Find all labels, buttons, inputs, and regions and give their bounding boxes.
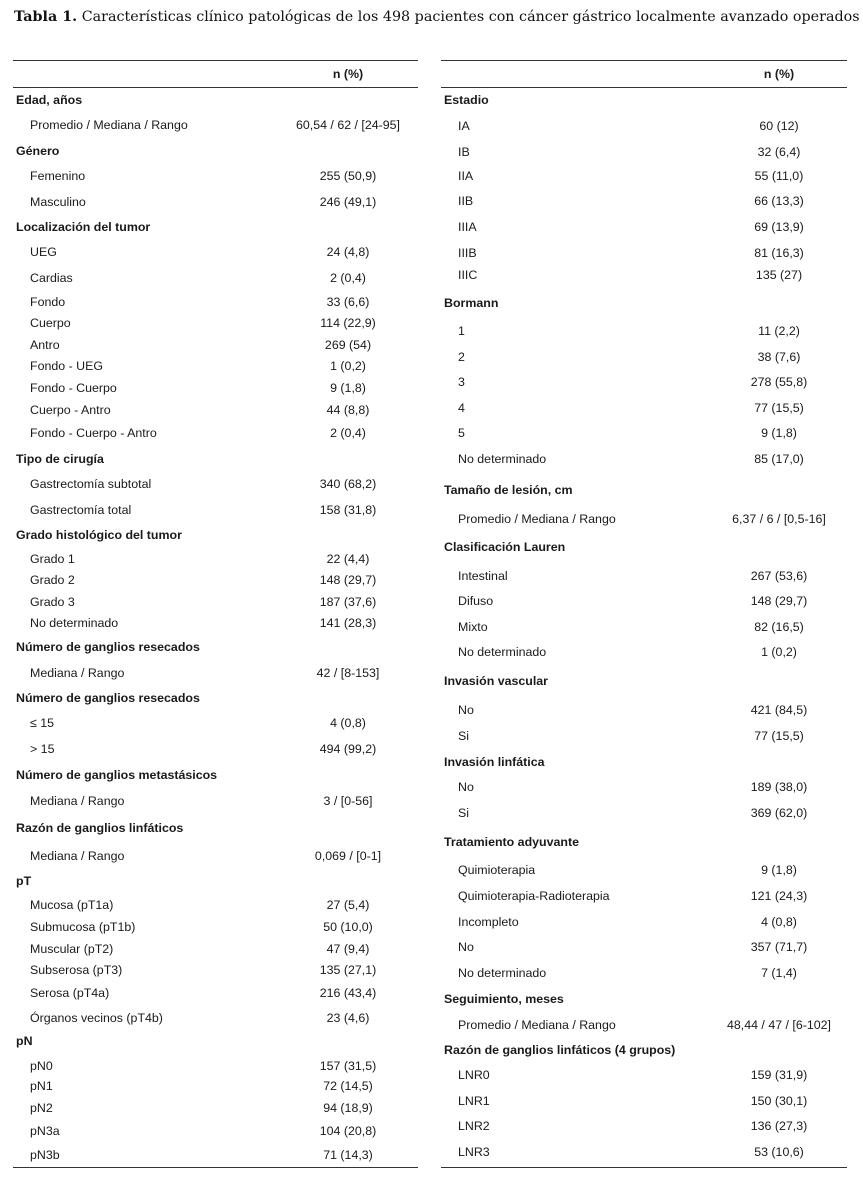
row-value: 48,44 / 47 / [6-102] [726, 1018, 832, 1032]
row-label: IIB [458, 194, 474, 208]
row-value: 267 (53,6) [750, 569, 808, 583]
table-row [441, 1116, 847, 1136]
table-row [441, 321, 847, 341]
row-value: 69 (13,9) [754, 220, 804, 234]
table-row [13, 613, 418, 633]
row-value: 3 / [0-56] [323, 794, 373, 808]
row-value: 150 (30,1) [750, 1094, 808, 1108]
section-heading: Razón de ganglios linfáticos (4 grupos) [444, 1043, 676, 1057]
row-value: 24 (4,8) [326, 245, 370, 259]
section-heading-row [13, 1031, 418, 1051]
row-value: 60 (12) [759, 119, 799, 133]
section-heading: Edad, años [16, 93, 83, 107]
table-row [441, 617, 847, 637]
row-value: 42 / [8-153] [316, 666, 380, 680]
table-row [13, 592, 418, 612]
row-value: 121 (24,3) [750, 889, 808, 903]
section-heading-row [441, 90, 847, 110]
table-row [441, 217, 847, 237]
row-value: 44 (8,8) [326, 403, 370, 417]
row-label: IB [458, 145, 470, 159]
row-value: 47 (9,4) [326, 942, 370, 956]
row-value: 71 (14,3) [323, 1148, 373, 1162]
row-value: 82 (16,5) [754, 620, 804, 634]
row-label: Intestinal [458, 569, 508, 583]
row-value: 77 (15,5) [754, 729, 804, 743]
table-row [441, 265, 847, 285]
table-row [441, 591, 847, 611]
row-value: 38 (7,6) [757, 350, 801, 364]
caption-text: Características clínico patológicas de los 498 pacientes con cáncer gástrico localmente avanzado operados [81, 9, 860, 25]
row-value: 94 (18,9) [323, 1101, 373, 1115]
section-heading-row [441, 752, 847, 772]
section-heading: Razón de ganglios linfáticos [16, 821, 184, 835]
row-label: Quimioterapia [458, 863, 536, 877]
row-value: 11 (2,2) [758, 324, 800, 338]
row-value: 23 (4,6) [326, 1011, 370, 1025]
row-value: 494 (99,2) [319, 742, 377, 756]
table-caption [14, 9, 860, 25]
section-heading: Estadio [444, 93, 489, 107]
row-value: 60,54 / 62 / [24-95] [295, 118, 401, 132]
table-row [13, 1056, 418, 1076]
section-heading-row [441, 1040, 847, 1060]
table-row [441, 142, 847, 162]
row-value: 55 (11,0) [754, 169, 804, 183]
table-row [441, 191, 847, 211]
table-row [441, 449, 847, 469]
section-heading: Tratamiento adyuvante [444, 835, 579, 849]
table-row [441, 777, 847, 797]
row-value: 189 (38,0) [750, 780, 808, 794]
row-label: Gastrectomía subtotal [30, 477, 152, 491]
table-row [13, 166, 418, 186]
row-value: 246 (49,1) [319, 195, 377, 209]
row-value: 369 (62,0) [750, 806, 808, 820]
section-heading-row [441, 989, 847, 1009]
row-label: Si [458, 806, 470, 820]
header-rule [13, 87, 418, 88]
row-value: 77 (15,5) [754, 401, 804, 415]
row-label: 5 [458, 426, 465, 440]
table-row [13, 474, 418, 494]
table-row [441, 860, 847, 880]
table-row [13, 549, 418, 569]
table-row [441, 166, 847, 186]
table-row [13, 268, 418, 288]
row-label: LNR0 [458, 1068, 490, 1082]
row-value: 4 (0,8) [761, 915, 797, 929]
section-heading: Tipo de cirugía [16, 452, 104, 466]
row-value: 32 (6,4) [757, 145, 801, 159]
table-row [441, 1142, 847, 1162]
row-label: 1 [458, 324, 465, 338]
row-label: Mixto [458, 620, 488, 634]
row-label: IIIA [458, 220, 477, 234]
row-label: No determinado [458, 645, 547, 659]
section-heading-row [13, 871, 418, 891]
row-label: Promedio / Mediana / Rango [458, 512, 616, 526]
section-heading: Invasión vascular [444, 674, 548, 688]
row-label: pN1 [30, 1079, 53, 1093]
caption-label: Tabla 1. [14, 9, 78, 25]
row-label: No determinado [30, 616, 119, 630]
row-value: 1 (0,2) [761, 645, 797, 659]
table-row [13, 356, 418, 376]
table-row [13, 400, 418, 420]
section-heading: Seguimiento, meses [444, 992, 564, 1006]
row-value: 7 (1,4) [761, 966, 797, 980]
row-label: Gastrectomía total [30, 503, 132, 517]
row-label: LNR2 [458, 1119, 490, 1133]
row-value: 6,37 / 6 / [0,5-16] [732, 512, 826, 526]
row-value: 1 (0,2) [330, 359, 366, 373]
table-row [441, 116, 847, 136]
row-label: No determinado [458, 966, 547, 980]
row-value: 159 (31,9) [750, 1068, 808, 1082]
table-row [13, 378, 418, 398]
row-value: 53 (10,6) [754, 1145, 804, 1159]
section-heading-row [13, 525, 418, 545]
section-heading-row [13, 765, 418, 785]
row-value: 157 (31,5) [319, 1059, 377, 1073]
row-value: 421 (84,5) [750, 703, 808, 717]
table-row [13, 895, 418, 915]
table-row [441, 347, 847, 367]
section-heading: pT [16, 874, 32, 888]
row-label: Promedio / Mediana / Rango [458, 1018, 616, 1032]
row-label: Subserosa (pT3) [30, 963, 123, 977]
table-row [13, 739, 418, 759]
table-row [441, 1015, 847, 1035]
section-heading: Bormann [444, 296, 499, 310]
row-label: Mediana / Rango [30, 849, 125, 863]
row-value: 148 (29,7) [319, 573, 377, 587]
row-value: 114 (22,9) [320, 316, 376, 330]
section-heading: Número de ganglios metastásicos [16, 768, 218, 782]
row-value: 4 (0,8) [330, 716, 366, 730]
table-row [441, 912, 847, 932]
row-label: Fondo [30, 295, 66, 309]
section-heading-row [441, 671, 847, 691]
row-label: pN3b [30, 1148, 60, 1162]
row-label: IA [458, 119, 470, 133]
row-label: Cuerpo [30, 316, 71, 330]
top-rule [441, 60, 847, 61]
row-label: Fondo - Cuerpo [30, 381, 117, 395]
row-value: 2 (0,4) [330, 426, 366, 440]
section-heading-row [13, 688, 418, 708]
table-row [441, 243, 847, 263]
row-value: 72 (14,5) [323, 1079, 373, 1093]
section-heading-row [441, 293, 847, 313]
bottom-rule [441, 1167, 847, 1168]
row-label: Si [458, 729, 470, 743]
bottom-rule [13, 1167, 418, 1168]
row-value: 27 (5,4) [326, 898, 370, 912]
section-heading: Clasificación Lauren [444, 540, 566, 554]
table-row [13, 1098, 418, 1118]
row-value: 187 (37,6) [319, 595, 377, 609]
row-label: pN3a [30, 1124, 60, 1138]
row-label: pN2 [30, 1101, 53, 1115]
section-heading: Género [16, 144, 60, 158]
row-label: 3 [458, 375, 465, 389]
table-row [13, 423, 418, 443]
row-label: Mediana / Rango [30, 666, 125, 680]
row-label: Mediana / Rango [30, 794, 125, 808]
table-row [441, 642, 847, 662]
section-heading-row [13, 141, 418, 161]
table-row [441, 566, 847, 586]
row-label: IIIC [458, 268, 478, 282]
row-value: 2 (0,4) [330, 271, 366, 285]
table-row [441, 1091, 847, 1111]
row-label: Quimioterapia-Radioterapia [458, 889, 610, 903]
row-label: 4 [458, 401, 465, 415]
row-value: 85 (17,0) [754, 452, 804, 466]
row-label: ≤ 15 [30, 716, 55, 730]
row-value: 9 (1,8) [330, 381, 366, 395]
row-label: 2 [458, 350, 465, 364]
table-row [13, 1121, 418, 1141]
row-value: 0,069 / [0-1] [314, 849, 382, 863]
table-row [13, 846, 418, 866]
column-header: n (%) [763, 67, 795, 81]
section-heading-row [441, 832, 847, 852]
row-label: Órganos vecinos (pT4b) [30, 1011, 163, 1025]
table-row [13, 1076, 418, 1096]
row-value: 9 (1,8) [761, 426, 797, 440]
row-label: Muscular (pT2) [30, 942, 114, 956]
table-row [13, 663, 418, 683]
row-value: 81 (16,3) [754, 246, 804, 260]
row-value: 33 (6,6) [326, 295, 370, 309]
row-value: 9 (1,8) [761, 863, 797, 877]
table-row [13, 570, 418, 590]
section-heading-row [441, 537, 847, 557]
header-rule [441, 87, 847, 88]
row-value: 216 (43,4) [319, 986, 377, 1000]
table-row [13, 192, 418, 212]
table-row [13, 292, 418, 312]
row-value: 278 (55,8) [750, 375, 808, 389]
row-label: Grado 3 [30, 595, 75, 609]
row-label: No [458, 780, 474, 794]
row-label: IIIB [458, 246, 477, 260]
table-row [441, 700, 847, 720]
table-row [13, 960, 418, 980]
row-label: > 15 [30, 742, 55, 756]
row-value: 357 (71,7) [750, 940, 808, 954]
section-heading-row [441, 480, 847, 500]
row-label: No [458, 703, 474, 717]
top-rule [13, 60, 418, 61]
section-heading: Localización del tumor [16, 220, 151, 234]
table-row [13, 115, 418, 135]
section-heading: Número de ganglios resecados [16, 691, 200, 705]
row-label: UEG [30, 245, 57, 259]
table-row [441, 509, 847, 529]
row-value: 141 (28,3) [319, 616, 377, 630]
section-heading-row [13, 217, 418, 237]
table-row [13, 1145, 418, 1165]
table-row [441, 726, 847, 746]
table-row [13, 791, 418, 811]
table-row [13, 313, 418, 333]
row-label: Cardias [30, 271, 73, 285]
section-heading: Número de ganglios resecados [16, 640, 200, 654]
row-value: 269 (54) [324, 338, 372, 352]
table-row [441, 1065, 847, 1085]
row-value: 66 (13,3) [754, 194, 804, 208]
row-value: 255 (50,9) [319, 169, 377, 183]
table-row [441, 423, 847, 443]
table-row [13, 500, 418, 520]
row-value: 22 (4,4) [326, 552, 370, 566]
row-label: LNR3 [458, 1145, 490, 1159]
row-label: Promedio / Mediana / Rango [30, 118, 188, 132]
table-row [441, 937, 847, 957]
section-heading-row [13, 449, 418, 469]
column-header: n (%) [332, 67, 364, 81]
row-value: 158 (31,8) [319, 503, 377, 517]
table-row [441, 372, 847, 392]
row-value: 136 (27,3) [750, 1119, 808, 1133]
table-row [13, 242, 418, 262]
table-row [441, 886, 847, 906]
table-row [13, 1008, 418, 1028]
row-value: 135 (27) [755, 268, 803, 282]
table-row [13, 939, 418, 959]
table-row [441, 963, 847, 983]
table-row [441, 803, 847, 823]
row-label: LNR1 [458, 1094, 490, 1108]
section-heading: pN [16, 1034, 33, 1048]
row-value: 104 (20,8) [319, 1124, 377, 1138]
row-label: Submucosa (pT1b) [30, 920, 136, 934]
table-row [441, 398, 847, 418]
row-label: Antro [30, 338, 60, 352]
row-label: Fondo - UEG [30, 359, 103, 373]
section-heading: Grado histológico del tumor [16, 528, 182, 542]
row-value: 148 (29,7) [750, 594, 808, 608]
row-label: No determinado [458, 452, 547, 466]
section-heading-row [13, 90, 418, 110]
row-label: Mucosa (pT1a) [30, 898, 114, 912]
row-label: Femenino [30, 169, 86, 183]
row-label: Fondo - Cuerpo - Antro [30, 426, 157, 440]
row-label: Grado 1 [30, 552, 75, 566]
section-heading: Invasión linfática [444, 755, 545, 769]
table-row [13, 335, 418, 355]
row-label: Cuerpo - Antro [30, 403, 111, 417]
row-value: 340 (68,2) [319, 477, 377, 491]
section-heading-row [13, 818, 418, 838]
row-label: Grado 2 [30, 573, 75, 587]
row-value: 50 (10,0) [323, 920, 373, 934]
row-label: Difuso [458, 594, 494, 608]
row-label: Masculino [30, 195, 86, 209]
row-label: No [458, 940, 474, 954]
row-label: IIA [458, 169, 474, 183]
row-label: Serosa (pT4a) [30, 986, 110, 1000]
table-row [13, 713, 418, 733]
table-row [13, 917, 418, 937]
section-heading: Tamaño de lesión, cm [444, 483, 573, 497]
row-value: 135 (27,1) [319, 963, 377, 977]
row-label: Incompleto [458, 915, 519, 929]
row-label: pN0 [30, 1059, 53, 1073]
table-row [13, 983, 418, 1003]
section-heading-row [13, 637, 418, 657]
